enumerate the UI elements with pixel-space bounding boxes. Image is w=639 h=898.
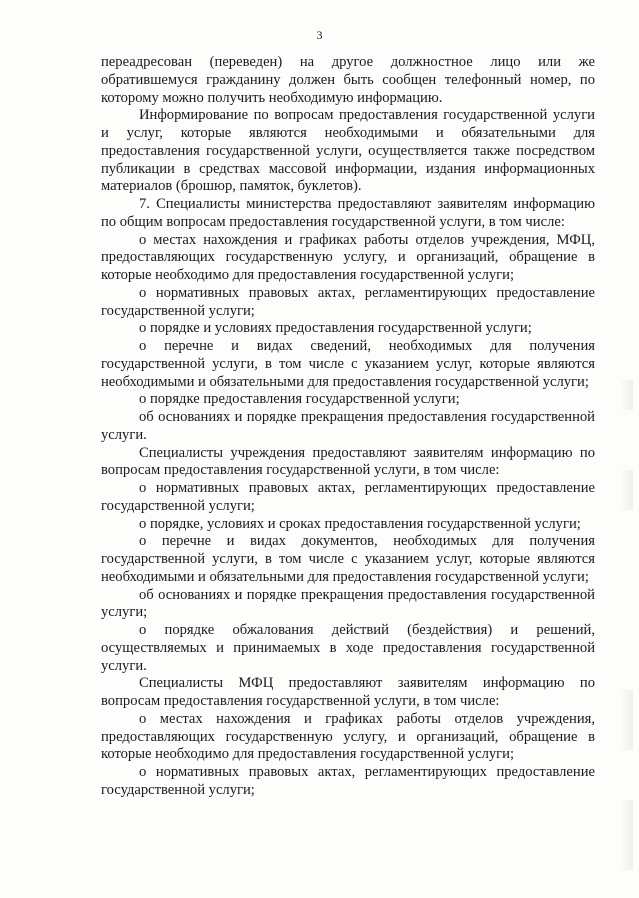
paragraph: Специалисты учреждения предоставляют заявителям информацию по вопросам предоставления государственной услуги, в том числе: bbox=[101, 444, 595, 479]
paragraph: о местах нахождения и графиках работы отделов учреждения, МФЦ, предоставляющих государственную услугу, и организаций, обращение в которые необходимо для предоставления государственной услуги; bbox=[101, 231, 595, 283]
paragraph: Специалисты МФЦ предоставляют заявителям информацию по вопросам предоставления государственной услуги, в том числе: bbox=[101, 675, 595, 709]
paragraph: о нормативных правовых актах, регламентирующих предоставление государственной услуги; bbox=[101, 480, 595, 514]
paragraph: об основаниях и порядке прекращения предоставления государственной услуги; bbox=[101, 586, 595, 621]
paragraph: о порядке предоставления государственной услуги; bbox=[139, 391, 460, 408]
paragraph: о нормативных правовых актах, регламентирующих предоставление государственной услуги; bbox=[101, 284, 595, 319]
document-body bbox=[101, 54, 595, 800]
paragraph: Информирование по вопросам предоставления государственной услуги и услуг, которые являются необходимыми и обязательными для предоставления государственной услуги, осуществляется также посредством публикации в средствах массовой информации, издания информационных материалов (брошюр, памяток, буклетов). bbox=[101, 107, 595, 195]
paragraph: о местах нахождения и графиках работы отделов учреждения, предоставляющих государственную услугу, и организаций, обращение в которые необходимо для предоставления государственной услуги; bbox=[101, 710, 595, 763]
scan-edge-mark bbox=[619, 690, 633, 750]
paragraph: о нормативных правовых актах, регламентирующих предоставление государственной услуги; bbox=[101, 764, 595, 798]
paragraph: о порядке обжалования действий (бездействия) и решений, осуществляемых и принимаемых в ходе предоставления государственной услуги. bbox=[101, 622, 595, 674]
paragraph: о перечне и видах сведений, необходимых для получения государственной услуги, в том числе с указанием услуг, которые являются необходимыми и обязательными для предоставления государственной услуги; bbox=[101, 338, 595, 390]
paragraph: о перечне и видах документов, необходимых для получения государственной услуги, в том числе с указанием услуг, которые являются необходимыми и обязательными для предоставления государственной услуги; bbox=[101, 533, 595, 585]
scan-edge-mark bbox=[619, 380, 633, 410]
paragraph: 7. Специалисты министерства предоставляют заявителям информацию по общим вопросам предоставления государственной услуги, в том числе: bbox=[101, 196, 595, 230]
paragraph: переадресован (переведен) на другое должностное лицо или же обратившемуся гражданину должен быть сообщен телефонный номер, по которому можно получить необходимую информацию. bbox=[101, 54, 595, 106]
scan-edge-mark bbox=[619, 800, 633, 870]
scan-edge-mark bbox=[619, 470, 633, 510]
paragraph: о порядке, условиях и сроках предоставления государственной услуги; bbox=[139, 515, 581, 532]
page-number: 3 bbox=[316, 28, 323, 42]
paragraph: о порядке и условиях предоставления государственной услуги; bbox=[139, 320, 532, 337]
paragraph: об основаниях и порядке прекращения предоставления государственной услуги. bbox=[101, 409, 595, 443]
